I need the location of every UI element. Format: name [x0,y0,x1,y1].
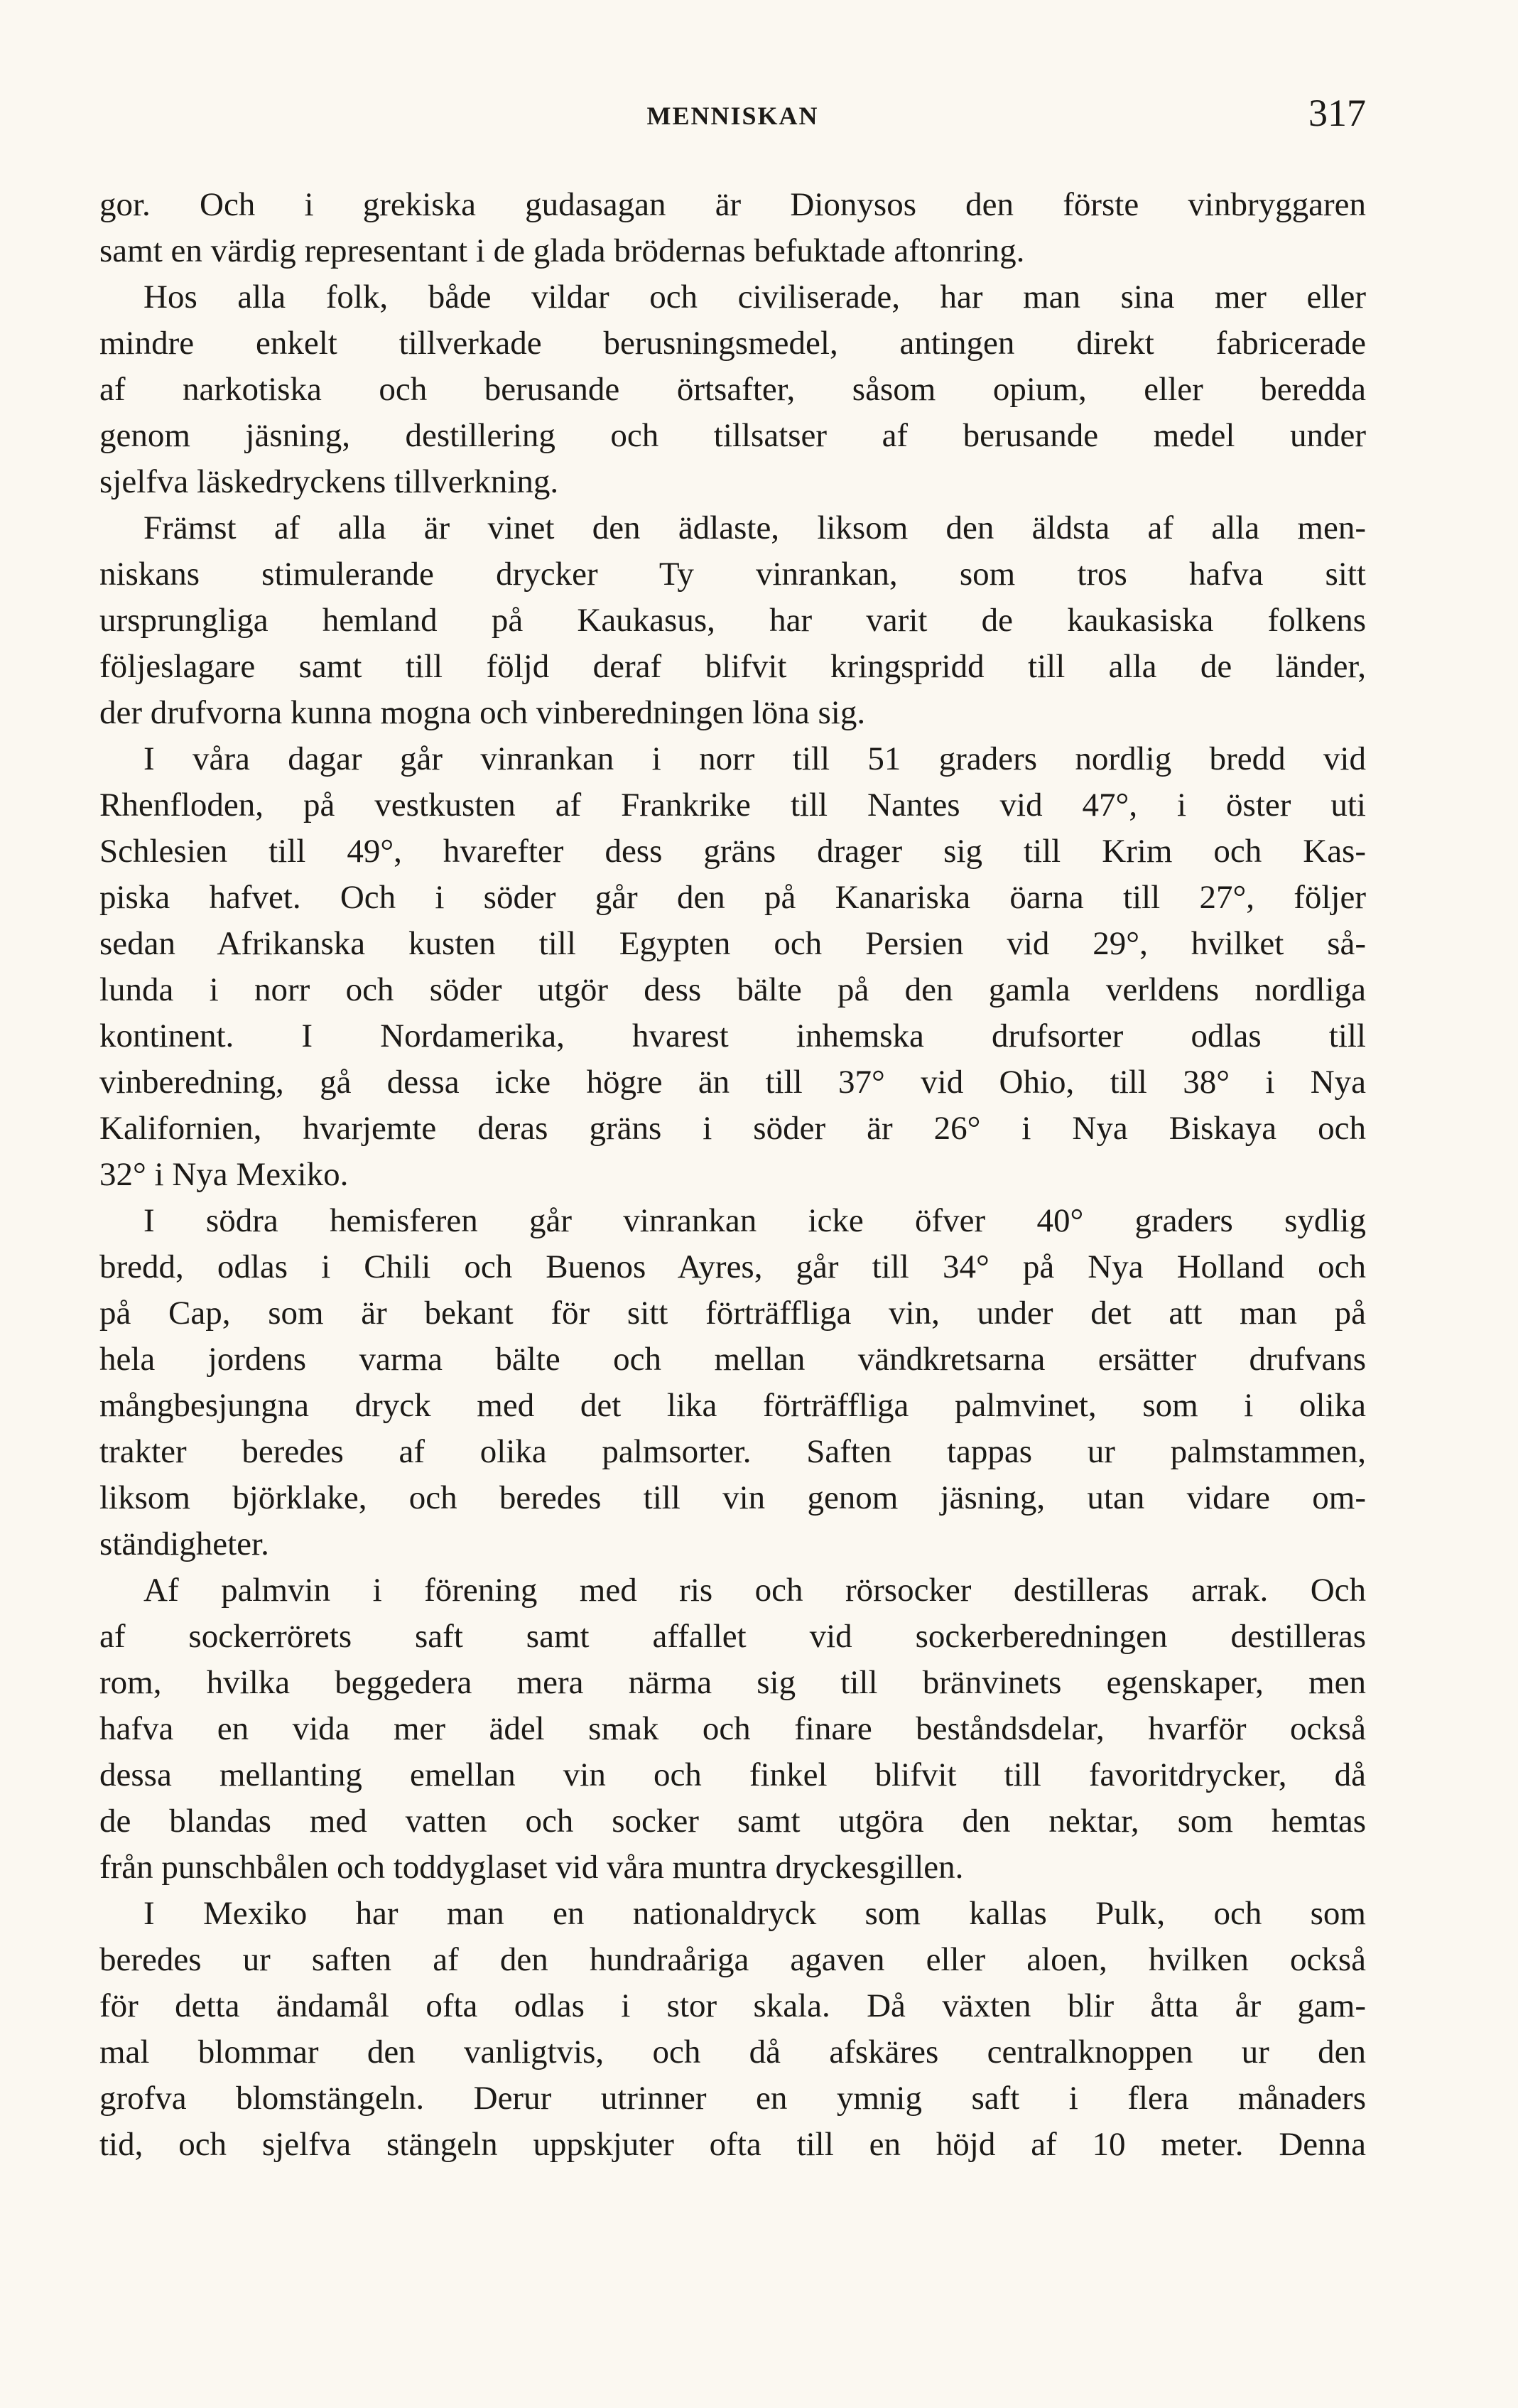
text-line: mal blommar den vanligtvis, och då afskäres centralknoppen ur den [99,2034,1366,2070]
body-text [99,182,1366,2168]
text-line: I södra hemisferen går vinrankan icke öfver 40° graders sydlig [143,1202,1366,1239]
text-line: trakter beredes af olika palmsorter. Saften tappas ur palmstammen, [99,1433,1366,1470]
text-line: Främst af alla är vinet den ädlaste, liksom den äldsta af alla men- [143,509,1366,546]
text-line: ständigheter. [99,1526,269,1562]
paragraph [99,1891,1366,2168]
text-line: I Mexiko har man en nationaldryck som kallas Pulk, och som [143,1895,1366,1932]
text-line: hela jordens varma bälte och mellan vändkretsarna ersätter drufvans [99,1341,1366,1378]
paragraph [99,736,1366,1198]
text-line: bredd, odlas i Chili och Buenos Ayres, går till 34° på Nya Holland och [99,1248,1366,1285]
text-line: grofva blomstängeln. Derur utrinner en ymnig saft i flera månaders [99,2080,1366,2117]
text-line: 32° i Nya Mexiko. [99,1156,349,1193]
text-line: vinberedning, gå dessa icke högre än till 37° vid Ohio, till 38° i Nya [99,1064,1366,1101]
paragraph [99,182,1366,274]
paragraph [99,1567,1366,1891]
running-head: MENNISKAN [646,102,819,130]
text-line: piska hafvet. Och i söder går den på Kanariska öarna till 27°, följer [99,879,1366,916]
text-line: tid, och sjelfva stängeln uppskjuter ofta till en höjd af 10 meter. Denna [99,2126,1366,2163]
text-line: genom jäsning, destillering och tillsatser af berusande medel under [99,417,1366,454]
text-line: dessa mellanting emellan vin och finkel blifvit till favoritdrycker, då [99,1756,1366,1793]
text-line: mångbesjungna dryck med det lika förträffliga palmvinet, som i olika [99,1387,1366,1424]
text-line: af narkotiska och berusande örtsafter, såsom opium, eller beredda [99,371,1366,408]
text-line: följeslagare samt till följd deraf blifvit kringspridd till alla de länder, [99,648,1366,685]
text-line: ursprungliga hemland på Kaukasus, har varit de kaukasiska folkens [99,602,1366,639]
text-line: Schlesien till 49°, hvarefter dess gräns drager sig till Krim och Kas- [99,833,1366,870]
text-line: Hos alla folk, både vildar och civiliserade, har man sina mer eller [143,279,1366,315]
text-line: hafva en vida mer ädel smak och finare beståndsdelar, hvarför också [99,1710,1366,1747]
text-line: lunda i norr och söder utgör dess bälte på den gamla verldens nordliga [99,971,1366,1008]
text-line: för detta ändamål ofta odlas i stor skala. Då växten blir åtta år gam- [99,1987,1366,2024]
text-line: sjelfva läskedryckens tillverkning. [99,463,559,500]
paragraph [99,1198,1366,1567]
text-line: der drufvorna kunna mogna och vinberedningen löna sig. [99,694,866,731]
text-line: Af palmvin i förening med ris och rörsocker destilleras arrak. Och [143,1572,1366,1609]
page-number: 317 [1308,92,1366,134]
text-line: af sockerrörets saft samt affallet vid sockerberedningen destilleras [99,1618,1366,1655]
text-line: liksom björklake, och beredes till vin genom jäsning, utan vidare om- [99,1479,1366,1516]
text-line: på Cap, som är bekant för sitt förträffliga vin, under det att man på [99,1295,1366,1332]
text-line: gor. Och i grekiska gudasagan är Dionysos den förste vinbryggaren [99,186,1366,223]
text-line: de blandas med vatten och socker samt utgöra den nektar, som hemtas [99,1803,1366,1840]
text-line: I våra dagar går vinrankan i norr till 51 graders nordlig bredd vid [143,740,1366,777]
text-line: från punschbålen och toddyglaset vid våra muntra dryckesgillen. [99,1849,964,1886]
text-line: samt en värdig representant i de glada brödernas befuktade aftonring. [99,232,1025,269]
text-line: rom, hvilka beggedera mera närma sig till bränvinets egenskaper, men [99,1664,1366,1701]
text-line: beredes ur saften af den hundraåriga agaven eller aloen, hvilken också [99,1941,1366,1978]
text-line: kontinent. I Nordamerika, hvarest inhemska drufsorter odlas till [99,1017,1366,1054]
text-line: mindre enkelt tillverkade berusningsmedel, antingen direkt fabricerade [99,325,1366,362]
paragraph [99,505,1366,736]
paragraph [99,274,1366,505]
text-line: sedan Afrikanska kusten till Egypten och Persien vid 29°, hvilket så- [99,925,1366,962]
text-line: niskans stimulerande drycker Ty vinrankan, som tros hafva sitt [99,556,1366,593]
page-header [99,91,1366,148]
text-line: Rhenfloden, på vestkusten af Frankrike till Nantes vid 47°, i öster uti [99,787,1366,824]
text-line: Kalifornien, hvarjemte deras gräns i söder är 26° i Nya Biskaya och [99,1110,1366,1147]
